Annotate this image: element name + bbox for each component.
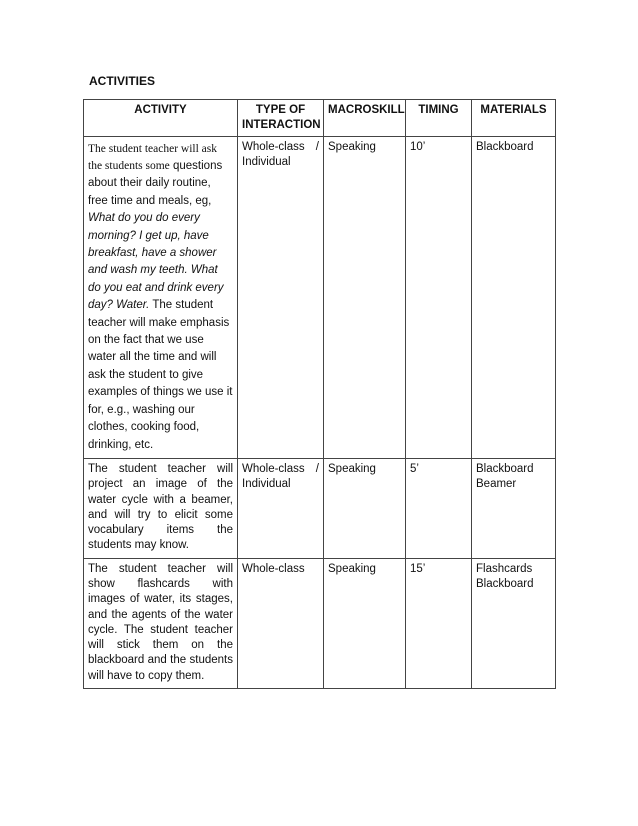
type-cell [238, 558, 324, 688]
activity-cell: The student teacher will show flashcards with images of water, its stages, and the agents of the water cycle. The student teacher will stick them on the blackboard and the students will have to copy them. [84, 558, 238, 688]
type-value-second: Individual [242, 155, 291, 168]
activity-text-continued: The student teacher will make emphasis on the fact that we use water all the time and will ask the student to give examples of things we use it for, e.g., washing our clothes, cooking food, drinking, etc. [88, 299, 233, 451]
section-heading: ACTIVITIES [89, 74, 156, 88]
activity-cell: The student teacher will project an image of the water cycle with a beamer, and will try to elicit some vocabulary items the students may know. [84, 458, 238, 558]
material-item: Beamer [476, 478, 517, 491]
header-materials: MATERIALS [472, 100, 556, 137]
activity-serif-text: The student teacher will ask the students some [88, 142, 218, 172]
type-separator: / [315, 462, 319, 475]
activity-cell [84, 136, 238, 458]
activity-text: questions about their daily routine, free time and meals, eg, [88, 160, 223, 207]
table-row [84, 136, 556, 458]
macroskill-cell: Speaking [324, 136, 406, 458]
type-value-second: Individual [242, 478, 291, 491]
timing-cell: 15’ [406, 558, 472, 688]
activity-example-text: What do you do every morning? I get up, have breakfast, have a shower and wash my teeth. What do you eat and drink every day? Water. [88, 212, 224, 312]
header-activity: ACTIVITY [84, 100, 238, 137]
macroskill-cell: Speaking [324, 458, 406, 558]
materials-cell [472, 458, 556, 558]
table-header-row [84, 100, 556, 137]
type-cell [238, 136, 324, 458]
macroskill-cell: Speaking [324, 558, 406, 688]
material-item: Flashcards [476, 562, 533, 575]
material-item: Blackboard [476, 577, 534, 590]
table-row [84, 458, 556, 558]
table-row [84, 558, 556, 688]
activities-table [83, 99, 556, 689]
type-cell [238, 458, 324, 558]
materials-cell [472, 558, 556, 688]
header-macroskill: MACROSKILL [324, 100, 406, 137]
material-item: Blackboard [476, 140, 534, 153]
type-value: Whole-class [242, 562, 305, 575]
timing-cell: 5’ [406, 458, 472, 558]
type-separator: / [315, 140, 319, 153]
header-type-of-interaction: TYPE OF INTERACTION [238, 100, 324, 137]
header-timing: TIMING [406, 100, 472, 137]
material-item: Blackboard [476, 462, 534, 475]
type-value: Whole-class [242, 140, 305, 153]
type-value: Whole-class [242, 462, 305, 475]
materials-cell [472, 136, 556, 458]
timing-cell: 10’ [406, 136, 472, 458]
